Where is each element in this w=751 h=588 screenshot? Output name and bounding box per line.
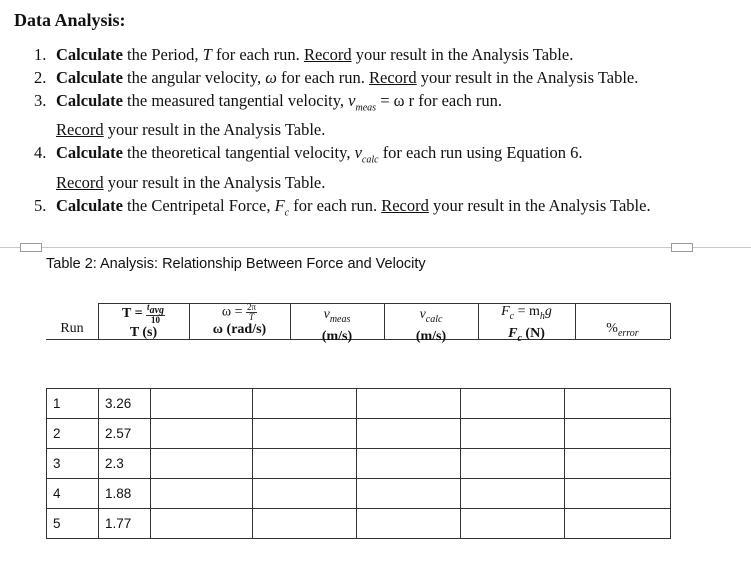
- vcalc-symbol: [384, 306, 478, 329]
- force-g: g: [544, 304, 552, 319]
- run-period-cell[interactable]: [47, 419, 151, 449]
- omega-cell[interactable]: [151, 509, 253, 539]
- step-subscript: c: [284, 206, 290, 218]
- step-number: 2.: [34, 68, 47, 87]
- vcalc-unit: (m/s): [415, 328, 447, 344]
- step-text: for each run using Equation 6.: [378, 143, 583, 163]
- vcalc-cell[interactable]: [357, 509, 461, 539]
- period-formula-lhs: T =: [121, 306, 143, 322]
- instruction-step-5: [34, 195, 651, 224]
- table-caption: Table 2: Analysis: Relationship Between Force and Velocity: [46, 256, 426, 272]
- error-cell[interactable]: [565, 479, 671, 509]
- instruction-step-4: [34, 142, 651, 193]
- header-run: [46, 303, 98, 339]
- instruction-step-1: [34, 44, 651, 66]
- force-unit-f: F: [508, 325, 518, 341]
- error-cell[interactable]: [565, 389, 671, 419]
- step-text: your result in the Analysis Table.: [103, 120, 326, 140]
- step-record-link: Record: [56, 172, 104, 192]
- page-heading: Data Analysis:: [14, 10, 126, 30]
- header-omega: [189, 303, 290, 339]
- analysis-table: [46, 388, 671, 539]
- step-text: your result in the Analysis Table.: [103, 172, 326, 192]
- step-keyword: Calculate: [56, 45, 123, 64]
- vmeas-sub: meas: [329, 313, 351, 325]
- step-keyword: Calculate: [56, 68, 123, 87]
- run-period-cell[interactable]: [47, 449, 151, 479]
- step-text: for each run.: [276, 68, 369, 87]
- force-f: F: [501, 304, 510, 319]
- period-unit: T (s): [129, 324, 158, 340]
- step-record-link: Record: [381, 195, 429, 215]
- error-cell[interactable]: [565, 449, 671, 479]
- table-resize-handle[interactable]: [671, 243, 693, 252]
- period-value: 2.3: [105, 456, 124, 471]
- header-vmeas: [290, 303, 384, 344]
- force-cell[interactable]: [461, 449, 565, 479]
- table-row: [47, 419, 671, 449]
- force-rhs: = m: [514, 304, 540, 319]
- vmeas-v: v: [323, 307, 330, 322]
- force-cell[interactable]: [461, 389, 565, 419]
- step-text: the theoretical tangential velocity,: [122, 143, 355, 163]
- force-cell[interactable]: [461, 419, 565, 449]
- header-run-label: Run: [60, 321, 84, 336]
- instruction-list: [34, 44, 651, 225]
- vcalc-cell[interactable]: [357, 419, 461, 449]
- run-value: 2: [47, 419, 99, 448]
- step-record-link: Record: [369, 68, 417, 87]
- force-cell[interactable]: [461, 509, 565, 539]
- omega-formula: [189, 303, 290, 322]
- run-period-cell[interactable]: [47, 509, 151, 539]
- run-value: 3: [47, 449, 99, 478]
- step-number: 3.: [34, 91, 47, 110]
- step-subscript: meas: [355, 102, 377, 114]
- omega-cell[interactable]: [151, 449, 253, 479]
- error-sub: error: [617, 327, 639, 339]
- step-symbol: F: [274, 195, 285, 215]
- vcalc-cell[interactable]: [357, 389, 461, 419]
- step-symbol: T: [202, 45, 212, 64]
- force-formula: [478, 303, 575, 326]
- step-keyword: Calculate: [56, 143, 123, 163]
- step-symbol: v: [354, 143, 362, 163]
- vcalc-cell[interactable]: [357, 479, 461, 509]
- vmeas-cell[interactable]: [253, 389, 357, 419]
- step-number: 5.: [34, 195, 47, 215]
- step-record-link: Record: [303, 45, 352, 64]
- step-text: your result in the Analysis Table.: [351, 45, 574, 64]
- run-value: 1: [47, 389, 99, 418]
- omega-unit: ω (rad/s): [212, 322, 267, 337]
- force-rhs-sub: h: [539, 310, 545, 322]
- period-numerator: [146, 303, 165, 316]
- step-text: the Period,: [122, 45, 203, 64]
- header-error: [575, 303, 670, 339]
- step-text: the measured tangential velocity,: [122, 91, 349, 110]
- step-subscript: calc: [361, 154, 379, 166]
- run-value: 4: [47, 479, 99, 508]
- force-sub: c: [509, 310, 515, 322]
- error-cell[interactable]: [565, 509, 671, 539]
- step-text: your result in the Analysis Table.: [428, 195, 651, 215]
- error-cell[interactable]: [565, 419, 671, 449]
- table-row: [47, 449, 671, 479]
- vmeas-cell[interactable]: [253, 419, 357, 449]
- force-unit-tail: (N): [521, 325, 545, 341]
- force-unit-line: [478, 326, 575, 346]
- period-value: 1.88: [105, 486, 132, 501]
- step-text: the angular velocity,: [122, 68, 266, 87]
- step-text: = ω r for each run.: [376, 91, 503, 110]
- header-period: [98, 303, 189, 339]
- vmeas-cell[interactable]: [253, 479, 357, 509]
- step-text: for each run.: [289, 195, 382, 215]
- force-unit-sub: c: [517, 332, 522, 344]
- omega-cell[interactable]: [151, 389, 253, 419]
- period-value: 2.57: [105, 426, 132, 441]
- omega-denominator: T: [249, 312, 255, 322]
- step-symbol: v: [348, 91, 356, 110]
- step-text: the Centripetal Force,: [122, 195, 275, 215]
- omega-formula-lhs: ω =: [221, 304, 243, 320]
- omega-cell[interactable]: [151, 479, 253, 509]
- vcalc-v: v: [419, 307, 426, 322]
- step-keyword: Calculate: [56, 195, 123, 215]
- step-number: 4.: [34, 143, 47, 163]
- header-force: [478, 303, 575, 344]
- omega-numerator: 2π: [247, 302, 257, 312]
- header-vcalc: [384, 303, 478, 344]
- run-period-cell[interactable]: [47, 389, 151, 419]
- header-divider: [670, 303, 671, 339]
- period-fraction: [146, 303, 165, 325]
- run-period-cell[interactable]: [47, 479, 151, 509]
- page-divider: [0, 247, 751, 248]
- vcalc-cell[interactable]: [357, 449, 461, 479]
- vmeas-unit: (m/s): [321, 328, 353, 344]
- step-keyword: Calculate: [56, 91, 123, 110]
- instruction-step-2: [34, 67, 651, 89]
- step-text: for each run.: [211, 45, 304, 64]
- step-symbol: ω: [265, 68, 277, 87]
- vmeas-cell[interactable]: [253, 509, 357, 539]
- period-num-symbol: t: [147, 302, 150, 312]
- period-denominator: 10: [151, 314, 161, 325]
- vmeas-symbol: [290, 306, 384, 329]
- run-value: 5: [47, 509, 99, 538]
- table-row: [47, 389, 671, 419]
- step-number: 1.: [34, 45, 47, 64]
- force-cell[interactable]: [461, 479, 565, 509]
- period-formula: [98, 303, 189, 325]
- error-symbol: %: [606, 321, 618, 336]
- period-num-sub: avg: [149, 304, 165, 316]
- vcalc-sub: calc: [425, 313, 443, 325]
- omega-fraction: [246, 303, 257, 322]
- period-value: 3.26: [105, 396, 132, 411]
- step-text: your result in the Analysis Table.: [416, 68, 639, 87]
- omega-cell[interactable]: [151, 419, 253, 449]
- table-move-handle[interactable]: [20, 243, 42, 252]
- vmeas-cell[interactable]: [253, 449, 357, 479]
- table-row: [47, 479, 671, 509]
- instruction-step-3: [34, 90, 651, 141]
- period-value: 1.77: [105, 516, 132, 531]
- step-record-link: Record: [56, 120, 104, 140]
- table-row: [47, 509, 671, 539]
